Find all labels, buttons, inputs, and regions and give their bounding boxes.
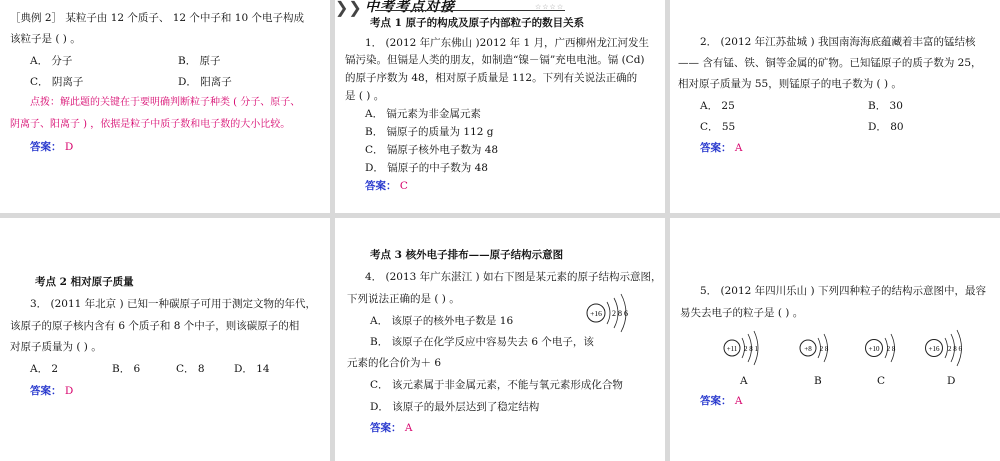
option-c: C． 该元素属于非金属元素，不能与氧元素形成化合物 — [370, 379, 623, 391]
question-line: 该粒子是 ( ) 。 — [10, 33, 81, 45]
question-line: 5． (2012 年四川乐山 ) 下列四种粒子的结构示意图中，最容 — [700, 285, 986, 297]
particle-diagram-c — [862, 328, 902, 368]
nucleus-charge: +16 — [928, 345, 940, 353]
slide-question-2 — [670, 0, 1000, 213]
nucleus-charge: +16 — [590, 309, 602, 318]
particle-diagram-a — [720, 328, 764, 368]
electron-shell — [607, 302, 610, 324]
option-c: C． 8 — [176, 363, 205, 375]
question-line: 相对原子质量为 55，则锰原子的电子数为 ( ) 。 — [678, 78, 902, 90]
option-b: B． 镉原子的质量为 112 g — [365, 126, 494, 138]
answer-value: D — [64, 385, 74, 397]
question-line: 对原子质量为 ( ) 。 — [10, 341, 102, 353]
answer-label: 答案： — [700, 395, 732, 407]
slide-point-2 — [0, 218, 330, 461]
atom-structure-diagram — [585, 290, 645, 336]
answer — [30, 384, 73, 398]
answer — [30, 140, 73, 154]
question-line: 是 ( ) 。 — [345, 90, 385, 102]
question-line: 2． (2012 年江苏盐城 ) 我国南海海底蕴藏着丰富的锰结核 — [700, 36, 976, 48]
option-b-line2: 元素的化合价为＋ 6 — [347, 357, 442, 369]
nucleus-charge: +8 — [804, 345, 812, 353]
particle-label: C — [877, 375, 886, 387]
question-line: 1． (2012 年广东佛山 )2012 年 1 月，广西柳州龙江河发生 — [365, 37, 650, 49]
question-line: —— 含有锰、铁、铜等金属的矿物。已知锰原子的质子数为 25， — [678, 57, 982, 69]
question-line: 下列说法正确的是 ( ) 。 — [347, 293, 460, 305]
shell-electrons: 2 8 — [886, 345, 896, 353]
option-a: A． 镉元素为非金属元素 — [365, 108, 481, 120]
option-d: D． 80 — [868, 121, 904, 133]
option-a: A． 该原子的核外电子数是 16 — [370, 315, 514, 327]
option-a: A． 2 — [30, 363, 59, 375]
option-c: C． 阴离子 — [30, 76, 84, 88]
option-c: C． 55 — [700, 121, 736, 133]
option-a: A． 25 — [700, 100, 735, 112]
particle-label: D — [947, 375, 956, 387]
question-line: 4． (2013 年广东湛江 ) 如右下图是某元素的原子结构示意图， — [365, 271, 662, 283]
question-line: 的原子序数为 48，相对原子质量是 112。下列有关说法正确的 — [345, 72, 638, 84]
answer-label: 答案： — [30, 141, 62, 153]
option-b: B． 30 — [868, 100, 903, 112]
banner-title: 中考考点对接 — [365, 0, 455, 15]
option-d: D． 阳离子 — [178, 76, 232, 88]
option-b-line1: B． 该原子在化学反应中容易失去 6 个电子，该 — [370, 336, 594, 348]
answer-value: A — [734, 395, 743, 407]
slide-point-3 — [335, 218, 665, 461]
stars-decoration: ☆☆☆☆ — [535, 3, 565, 11]
answer-value: A — [734, 142, 743, 154]
answer-value: C — [399, 180, 408, 192]
question-line: 该原子的原子核内含有 6 个质子和 8 个中子，则该碳原子的相 — [10, 320, 300, 332]
answer-label: 答案： — [370, 422, 402, 434]
particle-label: B — [814, 375, 822, 387]
section-heading: 考点 2 相对原子质量 — [35, 276, 134, 288]
answer — [700, 141, 742, 155]
answer-label: 答案： — [30, 385, 62, 397]
question-line: 3． (2011 年北京 ) 已知一种碳原子可用于测定文物的年代， — [30, 298, 316, 310]
section-heading: 考点 1 原子的构成及原子内部粒子的数目关系 — [370, 17, 585, 29]
particle-diagram-d — [922, 326, 968, 370]
shell-electrons: 2 8 1 — [744, 345, 758, 353]
answer — [370, 421, 412, 435]
answer-value: D — [64, 141, 74, 153]
particle-label: A — [740, 375, 748, 387]
answer — [700, 394, 742, 408]
shell-electrons: 2 8 6 — [948, 345, 962, 353]
shell-electrons: 2 8 6 — [612, 309, 628, 318]
slide-example-2 — [0, 0, 330, 213]
section-heading: 考点 3 核外电子排布——原子结构示意图 — [370, 249, 564, 261]
nucleus-charge: +10 — [868, 345, 880, 353]
tip-line: 阴离子、阳离子 ) ，依据是粒子中质子数和电子数的大小比较。 — [10, 119, 291, 130]
option-d: D． 该原子的最外层达到了稳定结构 — [370, 401, 540, 413]
answer-label: 答案： — [700, 142, 732, 154]
slide-point-1 — [335, 0, 665, 213]
answer-value: A — [404, 422, 413, 434]
tip-line: 点拨：解此题的关键在于要明确判断粒子种类 ( 分子、原子、 — [30, 97, 301, 108]
option-c: C． 镉原子核外电子数为 48 — [365, 144, 499, 156]
shell-electrons: 2 8 — [819, 345, 829, 353]
question-line: 镉污染。但镉是人类的朋友，如制造“镍－镉”充电电池。镉 (Cd) — [345, 54, 645, 66]
nucleus-charge: +11 — [726, 345, 738, 353]
slide-question-5 — [670, 218, 1000, 461]
particle-diagram-b — [796, 328, 836, 368]
option-b: B． 原子 — [178, 55, 221, 67]
banner-arrow-icon: ❯❯ — [335, 0, 362, 17]
answer — [365, 179, 408, 193]
question-line: 易失去电子的粒子是 ( ) 。 — [680, 307, 804, 319]
option-a: A． 分子 — [30, 55, 73, 67]
option-d: D． 14 — [234, 363, 270, 375]
option-d: D． 镉原子的中子数为 48 — [365, 162, 488, 174]
question-line: ［典例 2］ 某粒子由 12 个质子、 12 个中子和 10 个电子构成 — [10, 12, 304, 24]
answer-label: 答案： — [365, 180, 397, 192]
option-b: B． 6 — [112, 363, 141, 375]
